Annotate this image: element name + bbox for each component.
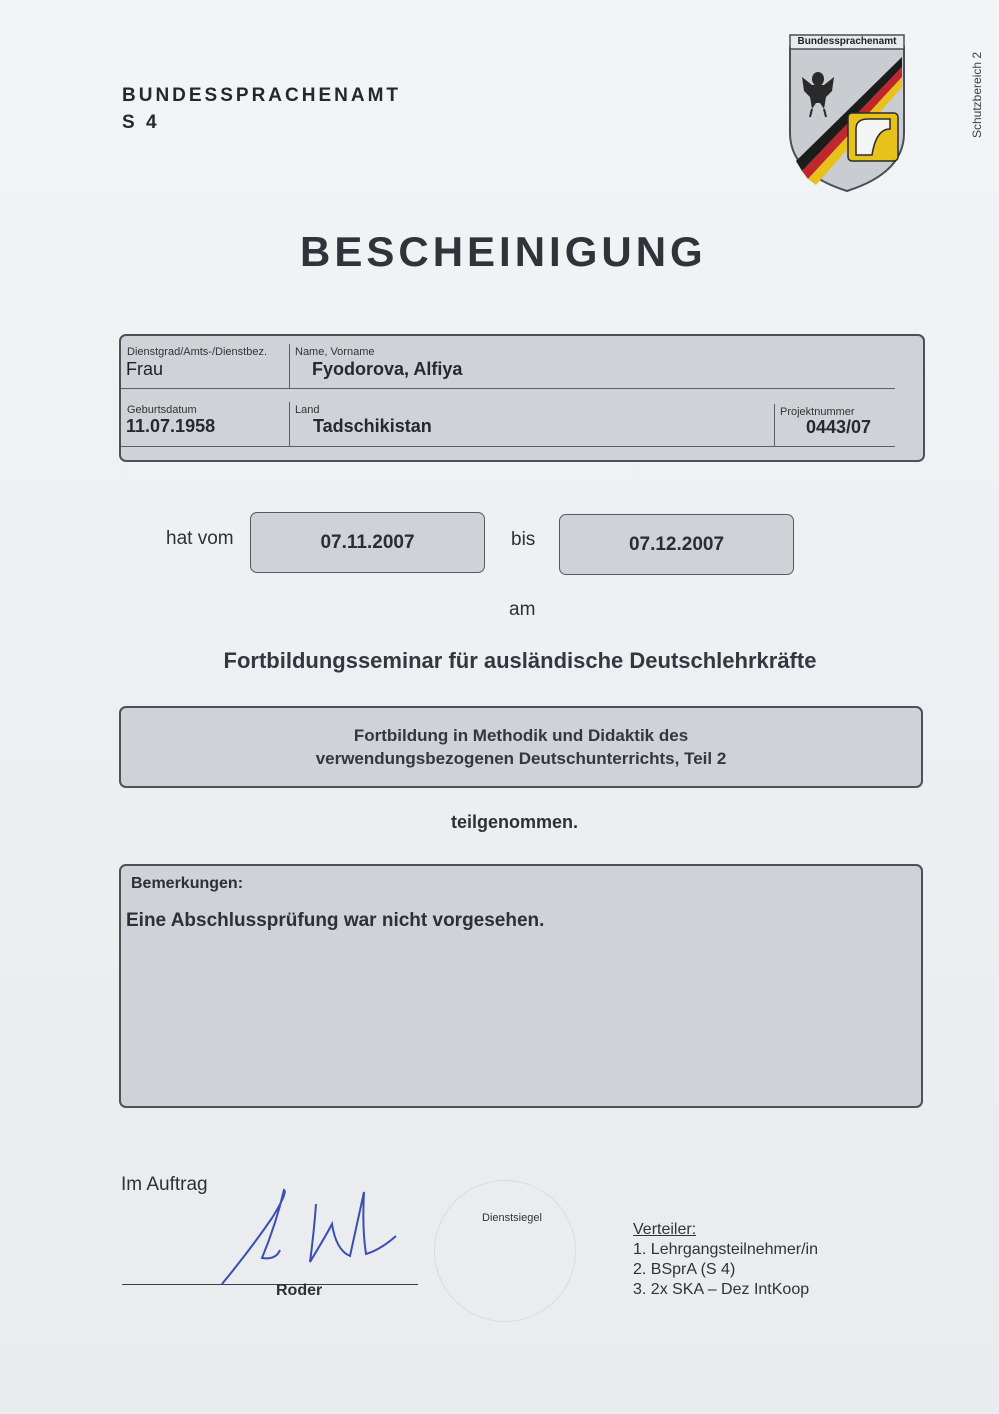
name-value: Fyodorova, Alfiya [312, 359, 463, 379]
org-unit: S 4 [122, 112, 160, 133]
logo-text: Bundessprachenamt [797, 36, 897, 47]
on-behalf-label: Im Auftrag [121, 1174, 208, 1195]
distribution-item: 1. Lehrgangsteilnehmer/in [633, 1241, 819, 1258]
protection-label-container [952, 40, 999, 150]
country-value: Tadschikistan [313, 416, 432, 436]
country-label: Land [295, 404, 320, 416]
seminar-title: Fortbildungsseminar für ausländische Deutschlehrkräfte [223, 648, 817, 673]
remarks-label: Bemerkungen: [131, 875, 244, 892]
org-name: BUNDESSPRACHENAMT [122, 85, 402, 106]
signer-name: Roder [276, 1282, 323, 1299]
name-label: Name, Vorname [295, 346, 375, 358]
document-title: BESCHEINIGUNG [300, 228, 707, 275]
coat-of-arms-icon [786, 33, 908, 193]
handwritten-signature-icon [210, 1180, 410, 1290]
course-line-1: Fortbildung in Methodik und Didaktik des [353, 726, 689, 745]
distribution-title: Verteiler: [633, 1221, 697, 1238]
course-line-2: verwendungsbezogenen Deutschunterrichts, Teil 2 [315, 749, 727, 768]
birthdate-label: Geburtsdatum [127, 404, 197, 416]
remarks-text: Eine Abschlussprüfung war nicht vorgesehen. [126, 910, 545, 931]
to-date-box: 07.12.2007 [559, 514, 794, 575]
distribution-list [633, 1220, 818, 1300]
birthdate-value: 11.07.1958 [126, 416, 216, 436]
distribution-item: 3. 2x SKA – Dez IntKoop [633, 1281, 810, 1298]
official-seal-outline [434, 1180, 576, 1322]
rank-label: Dienstgrad/Amts-/Dienstbez. [127, 346, 267, 358]
project-number-label: Projektnummer [780, 406, 855, 418]
seal-label: Dienstsiegel [482, 1212, 542, 1224]
participated-text: teilgenommen. [451, 812, 579, 832]
protection-label: Schutzbereich 2 [970, 51, 984, 138]
project-number-value: 0443/07 [806, 417, 872, 437]
distribution-item: 2. BSprA (S 4) [633, 1261, 736, 1278]
remarks-box [119, 864, 923, 1108]
bundessprachenamt-logo [786, 33, 908, 193]
rank-value: Frau [126, 359, 164, 379]
organization-header [122, 82, 401, 136]
course-box [119, 706, 923, 788]
from-date-box: 07.11.2007 [250, 512, 485, 573]
at-label: am [509, 599, 536, 620]
from-label: hat vom [166, 528, 234, 549]
personal-data-box [119, 334, 925, 462]
to-label: bis [511, 529, 536, 550]
